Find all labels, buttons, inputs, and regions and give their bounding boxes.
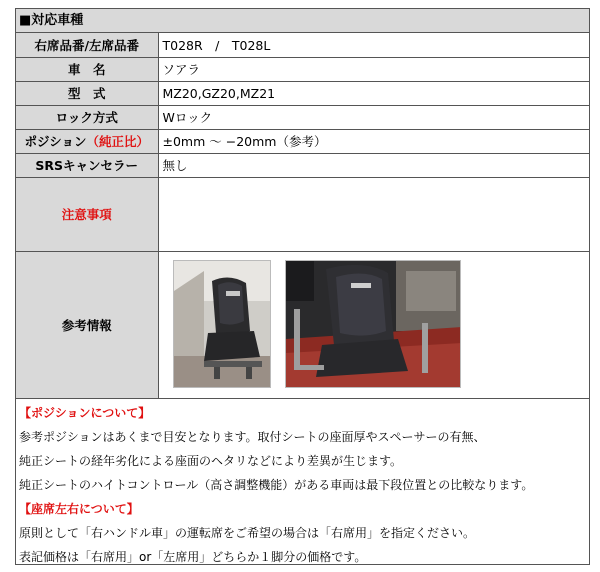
seat-photo-interior	[285, 260, 461, 388]
label-position	[16, 129, 158, 153]
notes-position-line: 純正シートのハイトコントロール（高さ調整機能）がある車両は最下段位置との比較なります。	[19, 478, 534, 492]
spec-frame	[15, 8, 590, 565]
notes-position-line: 参考ポジションはあくまで目安となります。取付シートの座面厚やスペーサーの有無、	[19, 430, 486, 444]
value-lock: Wロック	[158, 105, 589, 129]
value-reference	[158, 251, 589, 398]
row-caution	[16, 177, 589, 251]
row-car-name	[16, 57, 589, 81]
reference-photos	[159, 252, 590, 398]
value-car-name: ソアラ	[158, 57, 589, 81]
section-title: ■対応車種	[16, 9, 589, 33]
row-lock	[16, 105, 589, 129]
label-model: 型 式	[16, 81, 158, 105]
value-position: ±0mm 〜 −20mm（参考）	[158, 129, 589, 153]
label-position-text: ポジション	[24, 134, 87, 149]
seat-photo-side	[173, 260, 271, 388]
value-part-number: T028R / T028L	[158, 33, 589, 57]
row-part-number	[16, 33, 589, 57]
value-srs: 無し	[158, 153, 589, 177]
value-model: MZ20,GZ20,MZ21	[158, 81, 589, 105]
value-caution	[158, 177, 589, 251]
notes-side-line: 原則として「右ハンドル車」の運転席をご希望の場合は「右席用」を指定ください。	[19, 526, 476, 540]
notes-side-heading: 【座席左右について】	[19, 502, 139, 516]
label-srs: SRSキャンセラー	[16, 153, 158, 177]
row-position	[16, 129, 589, 153]
label-reference: 参考情報	[16, 251, 158, 398]
spec-table	[16, 33, 589, 399]
label-position-suffix: （純正比）	[86, 134, 149, 149]
label-caution: 注意事項	[16, 177, 158, 251]
label-lock: ロック方式	[16, 105, 158, 129]
notes-side-line: 表記価格は「右席用」or「左席用」どちらか１脚分の価格です。	[19, 550, 367, 564]
notes-section	[16, 401, 589, 569]
label-part-number: 右席品番/左席品番	[16, 33, 158, 57]
notes-position-line: 純正シートの経年劣化による座面のヘタリなどにより差異が生じます。	[19, 454, 403, 468]
label-car-name: 車 名	[16, 57, 158, 81]
row-srs	[16, 153, 589, 177]
row-reference	[16, 251, 589, 398]
row-model	[16, 81, 589, 105]
notes-position-heading: 【ポジションについて】	[19, 406, 151, 420]
